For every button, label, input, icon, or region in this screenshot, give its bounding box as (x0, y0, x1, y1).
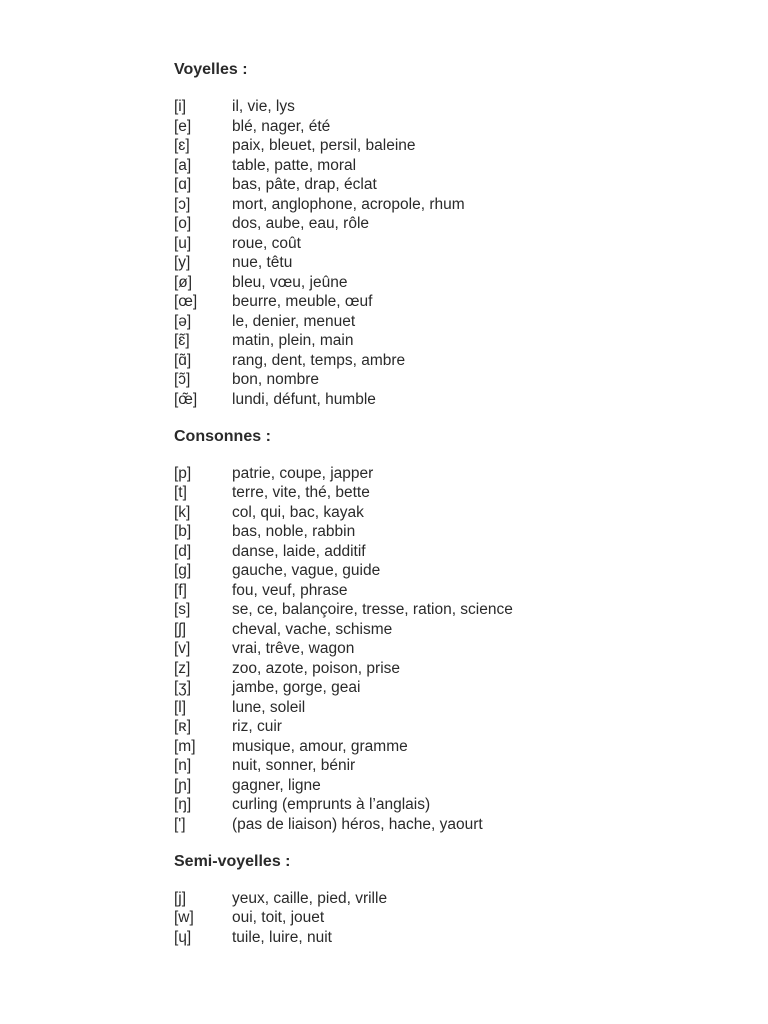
table-row (174, 175, 694, 195)
table-row (174, 600, 694, 620)
phoneme-symbol: [b] (174, 523, 192, 540)
phoneme-symbol: [j] (174, 889, 187, 907)
section-title: Voyelles : (174, 61, 248, 78)
phoneme-symbol: [ə] (174, 312, 192, 330)
example-words: vrai, trêve, wagon (232, 640, 355, 657)
phoneme-symbol: [v] (174, 640, 191, 657)
example-words: riz, cuir (232, 718, 282, 735)
phoneme-symbol: [a] (174, 156, 192, 174)
rows (174, 464, 694, 835)
example-words: dos, aube, eau, rôle (232, 215, 370, 232)
table-row (174, 214, 694, 234)
phoneme-symbol: [ø] (174, 273, 193, 291)
example-words: rang, dent, temps, ambre (232, 351, 406, 369)
example-words: patrie, coupe, japper (232, 464, 374, 482)
phoneme-symbol: [p] (174, 464, 192, 482)
table-row (174, 815, 694, 835)
phoneme-symbol: [ʃ] (174, 620, 187, 638)
phoneme-symbol: [n] (174, 757, 192, 774)
example-words: zoo, azote, poison, prise (232, 659, 401, 677)
phoneme-symbol: [e] (174, 117, 192, 135)
example-words: bas, noble, rabbin (232, 523, 356, 540)
section-title: Semi-voyelles : (174, 852, 291, 870)
table-row (174, 561, 694, 581)
example-words: terre, vite, thé, bette (232, 484, 370, 501)
phoneme-symbol: [ʒ] (174, 679, 192, 696)
phoneme-symbol: [œ̃] (174, 390, 198, 408)
table-row (174, 253, 694, 273)
example-words: matin, plein, main (232, 332, 354, 349)
rows (174, 97, 694, 409)
table-row (174, 639, 694, 659)
table-row (174, 717, 694, 737)
example-words: mort, anglophone, acropole, rhum (232, 195, 465, 213)
table-row (174, 292, 694, 312)
table-row (174, 234, 694, 254)
phoneme-symbol: [k] (174, 503, 191, 521)
table-row (174, 331, 694, 351)
example-words: bon, nombre (232, 371, 320, 388)
phoneme-symbol: [ɲ] (174, 776, 192, 794)
table-row (174, 503, 694, 523)
phoneme-symbol: [w] (174, 909, 194, 926)
example-words: curling (emprunts à l’anglais) (232, 796, 431, 813)
phoneme-symbol: [s] (174, 601, 191, 618)
table-row (174, 136, 694, 156)
phoneme-symbol: [u] (174, 234, 192, 252)
example-words: tuile, luire, nuit (232, 928, 332, 946)
example-words: bas, pâte, drap, éclat (232, 176, 377, 193)
phoneme-symbol: [m] (174, 737, 196, 755)
phonetic-table (174, 58, 694, 947)
table-row (174, 795, 694, 815)
table-row (174, 312, 694, 332)
table-row (174, 390, 694, 410)
table-row (174, 370, 694, 390)
phoneme-symbol: [d] (174, 542, 192, 560)
section-consonnes (174, 425, 694, 835)
phoneme-symbol: [ŋ] (174, 796, 192, 813)
example-words: table, patte, moral (232, 156, 357, 174)
section-voyelles (174, 58, 694, 409)
example-words: fou, veuf, phrase (232, 581, 348, 599)
table-row (174, 756, 694, 776)
table-row (174, 908, 694, 928)
phoneme-symbol: [y] (174, 254, 191, 271)
phoneme-symbol: [ɑ̃] (174, 351, 192, 369)
phoneme-symbol: [ʀ] (174, 718, 192, 735)
example-words: le, denier, menuet (232, 312, 356, 330)
phoneme-symbol: [z] (174, 659, 191, 677)
example-words: nue, têtu (232, 254, 293, 271)
table-row (174, 156, 694, 176)
table-row (174, 464, 694, 484)
section-semi-voyelles (174, 850, 694, 948)
phoneme-symbol: [ɑ] (174, 176, 192, 193)
example-words: paix, bleuet, persil, baleine (232, 137, 416, 154)
phoneme-symbol: [t] (174, 484, 187, 501)
table-row (174, 889, 694, 909)
table-row (174, 581, 694, 601)
phoneme-symbol: [ɥ] (174, 928, 192, 946)
table-row (174, 542, 694, 562)
phoneme-symbol: [ɔ̃] (174, 371, 191, 388)
section-title: Consonnes : (174, 427, 271, 445)
example-words: cheval, vache, schisme (232, 620, 393, 638)
example-words: gauche, vague, guide (232, 562, 381, 579)
example-words: col, qui, bac, kayak (232, 503, 364, 521)
table-row (174, 928, 694, 948)
example-words: musique, amour, gramme (232, 737, 408, 755)
phoneme-symbol: [i] (174, 98, 187, 115)
table-row (174, 483, 694, 503)
example-words: danse, laide, additif (232, 542, 366, 560)
table-row (174, 97, 694, 117)
table-row (174, 195, 694, 215)
phoneme-symbol: [g] (174, 562, 192, 579)
table-row (174, 522, 694, 542)
phoneme-symbol: [ɛ] (174, 137, 190, 154)
example-words: jambe, gorge, geai (232, 679, 361, 696)
example-words: roue, coût (232, 234, 301, 252)
phoneme-symbol: [f] (174, 581, 187, 599)
table-row (174, 351, 694, 371)
phoneme-symbol: [o] (174, 215, 192, 232)
table-row (174, 273, 694, 293)
example-words: nuit, sonner, bénir (232, 757, 356, 774)
example-words: oui, toit, jouet (232, 909, 325, 926)
phoneme-symbol: ['] (174, 815, 186, 833)
example-words: gagner, ligne (232, 776, 321, 794)
example-words: beurre, meuble, œuf (232, 293, 373, 310)
example-words: il, vie, lys (232, 98, 295, 115)
example-words: lune, soleil (232, 698, 306, 716)
phoneme-symbol: [œ] (174, 293, 198, 310)
rows (174, 889, 694, 948)
phoneme-symbol: [l] (174, 698, 187, 716)
table-row (174, 737, 694, 757)
example-words: bleu, vœu, jeûne (232, 273, 348, 291)
example-words: yeux, caille, pied, vrille (232, 889, 388, 907)
table-row (174, 659, 694, 679)
table-row (174, 776, 694, 796)
example-words: (pas de liaison) héros, hache, yaourt (232, 815, 483, 833)
example-words: blé, nager, été (232, 117, 331, 135)
table-row (174, 117, 694, 137)
phoneme-symbol: [ɔ] (174, 195, 191, 213)
table-row (174, 620, 694, 640)
table-row (174, 698, 694, 718)
example-words: se, ce, balançoire, tresse, ration, science (232, 601, 513, 618)
table-row (174, 678, 694, 698)
phoneme-symbol: [ɛ̃] (174, 332, 190, 349)
example-words: lundi, défunt, humble (232, 390, 376, 408)
